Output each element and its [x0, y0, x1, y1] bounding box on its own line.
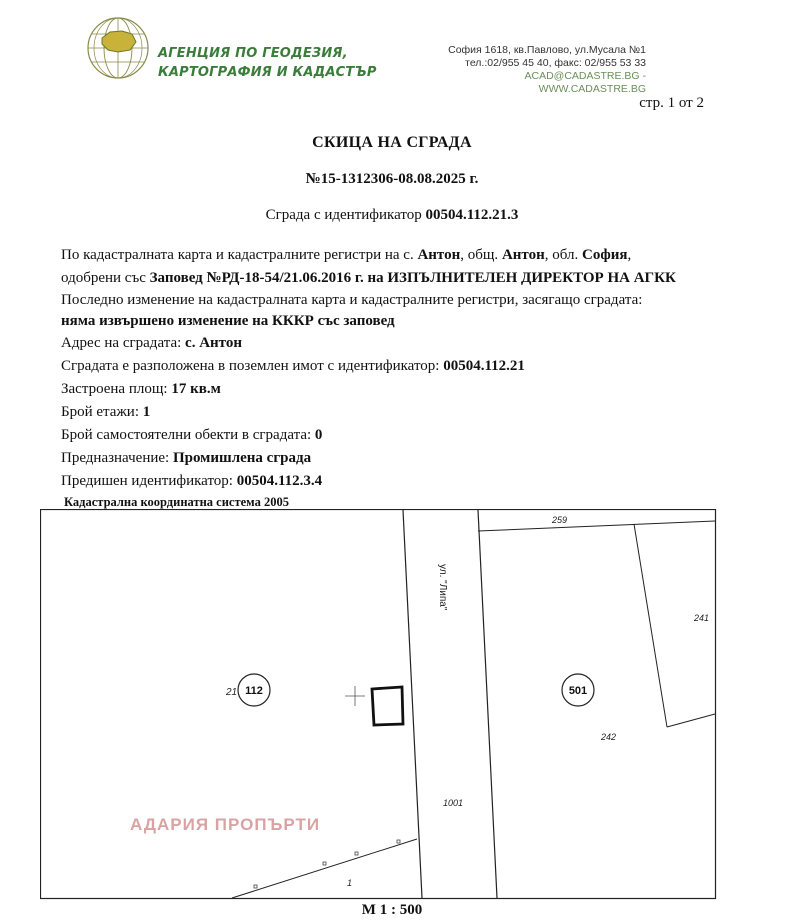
- street-label: ул. "Липа": [437, 564, 448, 611]
- map-frame: [41, 510, 716, 899]
- area-value: 17 кв.м: [171, 381, 221, 397]
- building-identifier-label: Сграда с идентификатор: [265, 207, 422, 223]
- cadastral-map: [40, 509, 720, 906]
- region-name: София: [581, 247, 628, 263]
- previous-id-label: Предишен идентификатор:: [61, 473, 233, 489]
- purpose-value: Промишлена сграда: [172, 450, 312, 466]
- building-outline: [372, 687, 403, 725]
- text: , общ.: [460, 247, 499, 263]
- document-number: №15-1312306-08.08.2025 г.: [305, 171, 479, 187]
- building-identifier-value: 00504.112.21.3: [425, 207, 519, 223]
- agency-address: София 1618, кв.Павлово, ул.Мусала №1: [448, 44, 646, 56]
- boundary-1: [232, 839, 417, 898]
- agency-name-line1: АГЕНЦИЯ ПО ГЕОДЕЗИЯ,: [158, 46, 348, 61]
- agency-logo: [84, 14, 152, 82]
- units-label: Брой самостоятелни обекти в сградата:: [61, 427, 312, 443]
- text: одобрени със: [61, 270, 146, 286]
- crosshair-icon: [345, 686, 365, 706]
- parcel-112-label: 112: [245, 685, 263, 697]
- last-change-value: [61, 311, 741, 332]
- label-1001: 1001: [443, 798, 464, 808]
- floors-value: 1: [142, 404, 151, 420]
- street-left-boundary: [403, 510, 422, 898]
- boundary-ticks: [254, 840, 400, 888]
- area-line: [61, 378, 741, 401]
- boundary-241-east: [667, 714, 715, 727]
- text: По кадастралната карта и кадастралните регистри на с.: [61, 247, 414, 263]
- cadastre-line-1: [61, 244, 741, 267]
- parcel-value: 00504.112.21: [443, 358, 525, 374]
- label-1: 1: [347, 878, 353, 888]
- previous-id-value: 00504.112.3.4: [236, 473, 323, 489]
- last-change-label: Последно изменение на кадастралната карта и кадастралните регистри, засягащо сградата:: [61, 292, 643, 308]
- purpose-line: [61, 447, 741, 470]
- parcel-left-prefix: 21: [226, 687, 238, 698]
- watermark: АДАРИЯ ПРОПЪРТИ: [130, 815, 321, 834]
- coordinate-system: Кадастрална координатна система 2005: [64, 495, 289, 509]
- agency-name: [158, 44, 377, 82]
- address-label: Адрес на сградата:: [61, 335, 182, 351]
- street-right-boundary: [478, 510, 497, 898]
- map-scale: М 1 : 500: [361, 902, 423, 918]
- municipality-name: Антон: [501, 247, 545, 263]
- floors-line: [61, 401, 741, 424]
- units-value: 0: [314, 427, 323, 443]
- cadastre-line-2: [61, 267, 741, 290]
- boundary-259: [478, 521, 715, 531]
- approval-order: Заповед №РД-18-54/21.06.2016 г. на ИЗПЪЛНИТЕЛЕН ДИРЕКТОР НА АГКК: [149, 270, 676, 286]
- document-title: СКИЦА НА СГРАДА: [312, 134, 472, 151]
- parcel-501-label: 501: [568, 685, 588, 697]
- last-change-text: няма извършено изменение на КККР със заповед: [61, 313, 395, 329]
- text: ,: [627, 247, 632, 263]
- area-label: Застроена площ:: [61, 381, 168, 397]
- agency-name-line2: КАРТОГРАФИЯ И КАДАСТЪР: [158, 65, 377, 80]
- agency-contact: [436, 44, 646, 96]
- agency-phones: тел.:02/955 45 40, факс: 02/955 53 33: [465, 57, 646, 69]
- floors-label: Брой етажи:: [61, 404, 140, 420]
- label-242: 242: [601, 732, 617, 742]
- building-identifier: [0, 207, 784, 224]
- agency-web: ACAD@CADASTRE.BG - WWW.CADASTRE.BG: [524, 70, 646, 95]
- parcel-label: Сградата е разположена в поземлен имот с идентификатор:: [61, 358, 440, 374]
- address-line: [61, 332, 741, 355]
- purpose-label: Предназначение:: [61, 450, 170, 466]
- units-line: [61, 424, 741, 447]
- previous-id-line: [61, 470, 741, 493]
- page-number: стр. 1 от 2: [639, 95, 704, 111]
- label-241: 241: [694, 613, 710, 623]
- text: , обл.: [544, 247, 579, 263]
- address-value: с. Антон: [185, 335, 242, 351]
- label-259: 259: [552, 515, 568, 525]
- building-details: [61, 244, 741, 493]
- boundary-241: [634, 524, 667, 727]
- parcel-line: [61, 355, 741, 378]
- village-name: Антон: [417, 247, 461, 263]
